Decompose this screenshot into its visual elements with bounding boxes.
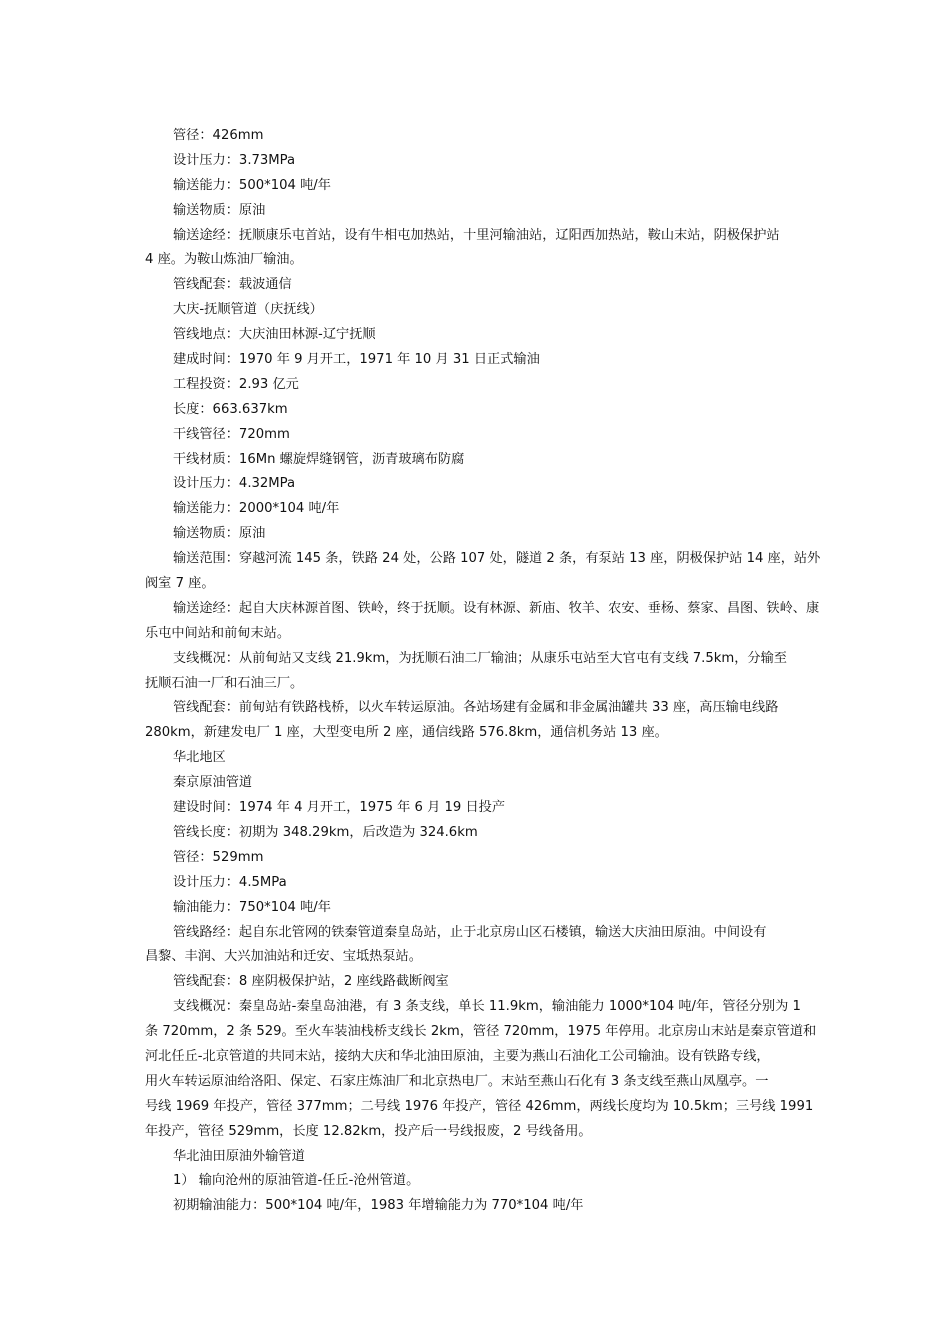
text-line: 输送物质：原油 [173, 202, 266, 218]
text-line: 支线概况：秦皇岛站-秦皇岛油港，有 3 条支线，单长 11.9km，输油能力 1000*104 吨/年，管径分别为 1 [173, 999, 801, 1015]
text-line: 阀室 7 座。 [145, 576, 215, 592]
text-line: 管线配套：前甸站有铁路栈桥，以火车转运原油。各站场建有金属和非金属油罐共 33 座，高压输电线路 [173, 700, 779, 716]
text-line: 用火车转运原油给洛阳、保定、石家庄炼油厂和北京热电厂。末站至燕山石化有 3 条支线至燕山凤凰亭。一 [145, 1073, 769, 1089]
text-line: 工程投资：2.93 亿元 [173, 376, 299, 392]
text-line: 抚顺石油一厂和石油三厂。 [145, 675, 304, 691]
text-line: 设计压力：3.73MPa [173, 152, 296, 168]
text-line: 支线概况：从前甸站又支线 21.9km，为抚顺石油二厂输油；从康乐屯站至大官屯有支线 7.5km，分输至 [173, 650, 787, 666]
text-line: 输送能力：500*104 吨/年 [173, 177, 331, 193]
text-line: 年投产，管径 529mm，长度 12.82km，投产后一号线报废，2 号线备用。 [145, 1123, 592, 1139]
text-line: 条 720mm，2 条 529。至火车装油栈桥支线长 2km，管径 720mm，1975 年停用。北京房山末站是秦京管道和 [145, 1024, 817, 1040]
text-line: 管线路经：起自东北管网的铁秦管道秦皇岛站，止于北京房山区石楼镇，输送大庆油田原油。中间设有 [173, 924, 767, 940]
text-line: 建成时间：1970 年 9 月开工，1971 年 10 月 31 日正式输油 [173, 352, 540, 368]
text-line: 设计压力：4.5MPa [173, 874, 287, 890]
text-line: 输送途经：起自大庆林源首图、铁岭，终于抚顺。设有林源、新庙、牧羊、农安、垂杨、蔡家、昌图、铁岭、康 [173, 600, 820, 616]
document-body [145, 124, 821, 1219]
text-line: 输送途经：抚顺康乐屯首站，设有牛相屯加热站，十里河输油站，辽阳西加热站，鞍山末站，阴极保护站 [173, 227, 780, 243]
text-line: 管线长度：初期为 348.29km，后改造为 324.6km [173, 824, 478, 840]
text-line: 设计压力：4.32MPa [173, 476, 296, 492]
text-line: 昌黎、丰润、大兴加油站和迁安、宝坻热泵站。 [145, 949, 422, 965]
text-line: 乐屯中间站和前甸末站。 [145, 625, 291, 641]
text-line: 4 座。为鞍山炼油厂输油。 [145, 252, 303, 268]
text-line: 长度：663.637km [173, 401, 288, 417]
text-line: 管径：426mm [173, 128, 264, 143]
text-line: 华北油田原油外输管道 [173, 1148, 305, 1164]
text-line: 输送物质：原油 [173, 526, 266, 542]
text-line: 河北任丘-北京管道的共同末站，接纳大庆和华北油田原油，主要为燕山石油化工公司输油。设有铁路专线， [145, 1048, 770, 1064]
text-line: 管线配套：载波通信 [173, 277, 292, 293]
text-line: 华北地区 [173, 750, 226, 766]
text-line: 干线管径：720mm [173, 426, 290, 442]
text-line: 建设时间：1974 年 4 月开工，1975 年 6 月 19 日投产 [173, 800, 506, 816]
text-line: 干线材质：16Mn 螺旋焊缝钢管，沥青玻璃布防腐 [173, 451, 465, 467]
text-line: 输油能力：750*104 吨/年 [173, 899, 331, 915]
text-line: 管径：529mm [173, 849, 264, 865]
text-line: 号线 1969 年投产，管径 377mm；二号线 1976 年投产，管径 426mm，两线长度均为 10.5km；三号线 1991 [145, 1098, 814, 1114]
text-line: 秦京原油管道 [173, 775, 253, 791]
text-line: 初期输油能力：500*104 吨/年，1983 年增输能力为 770*104 吨/年 [173, 1198, 584, 1214]
text-line: 大庆-抚顺管道（庆抚线） [173, 302, 323, 318]
text-line: 管线配套：8 座阴极保护站，2 座线路截断阀室 [173, 974, 449, 990]
text-line: 管线地点：大庆油田林源-辽宁抚顺 [173, 327, 376, 343]
text-line: 输送范围：穿越河流 145 条，铁路 24 处，公路 107 处，隧道 2 条，有泵站 13 座，阴极保护站 14 座，站外 [173, 551, 821, 567]
text-line: 1） 输向沧州的原油管道-任丘-沧州管道。 [173, 1173, 420, 1189]
text-line: 280km，新建发电厂 1 座，大型变电所 2 座，通信线路 576.8km，通信机务站 13 座。 [145, 725, 668, 741]
text-line: 输送能力：2000*104 吨/年 [173, 501, 340, 517]
